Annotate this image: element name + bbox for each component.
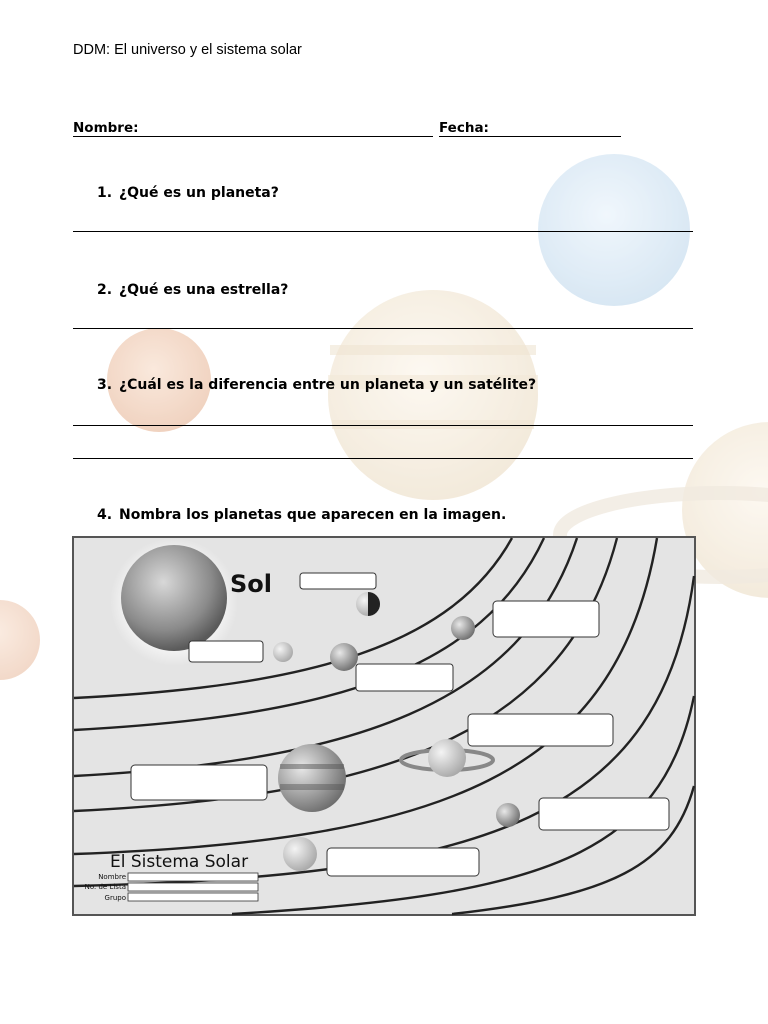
question-2: [97, 282, 288, 298]
answer-box: [189, 641, 263, 662]
date-label: Fecha:: [439, 120, 489, 136]
name-label: Nombre:: [73, 120, 139, 136]
question-number: 3.: [97, 377, 113, 393]
field-label: No. de Lista: [84, 883, 126, 891]
field-label: Grupo: [104, 894, 126, 902]
answer-box: [539, 798, 669, 830]
answer-line-2: [73, 328, 693, 329]
earth: [330, 643, 358, 671]
question-text: Nombra los planetas que aparecen en la imagen.: [119, 507, 507, 523]
answer-box: [468, 714, 613, 746]
field-label: Nombre: [98, 873, 126, 881]
worksheet-title: DDM: El universo y el sistema solar: [73, 42, 302, 58]
saturn: [428, 739, 466, 777]
question-number: 2.: [97, 282, 113, 298]
field-box: [128, 883, 258, 891]
sun-label: Sol: [230, 570, 272, 598]
diagram-title: El Sistema Solar: [110, 852, 249, 872]
question-text: ¿Qué es una estrella?: [119, 282, 289, 298]
uranus: [496, 803, 520, 827]
sun: [121, 545, 227, 651]
question-number: 1.: [97, 185, 113, 201]
question-1: [97, 185, 279, 201]
neptune-watermark: [538, 154, 690, 306]
question-number: 4.: [97, 507, 113, 523]
answer-line-3b: [73, 458, 693, 459]
answer-box: [327, 848, 479, 876]
answer-line-1: [73, 231, 693, 232]
venus: [273, 642, 293, 662]
answer-box: [493, 601, 599, 637]
answer-box: [356, 664, 453, 691]
venus-watermark: [0, 600, 40, 680]
neptune: [283, 837, 317, 871]
jupiter-watermark: [328, 290, 538, 500]
question-text: ¿Qué es un planeta?: [119, 185, 279, 201]
answer-box: [131, 765, 267, 800]
name-line: [73, 136, 433, 137]
field-box: [128, 893, 258, 901]
solar-system-diagram: [72, 536, 696, 916]
field-box: [128, 873, 258, 881]
answer-line-3a: [73, 425, 693, 426]
date-line: [439, 136, 621, 137]
question-3: [97, 377, 536, 393]
question-4: [97, 507, 506, 523]
mars: [451, 616, 475, 640]
answer-box: [300, 573, 376, 589]
question-text: ¿Cuál es la diferencia entre un planeta y un satélite?: [119, 377, 537, 393]
jupiter: [278, 744, 346, 812]
